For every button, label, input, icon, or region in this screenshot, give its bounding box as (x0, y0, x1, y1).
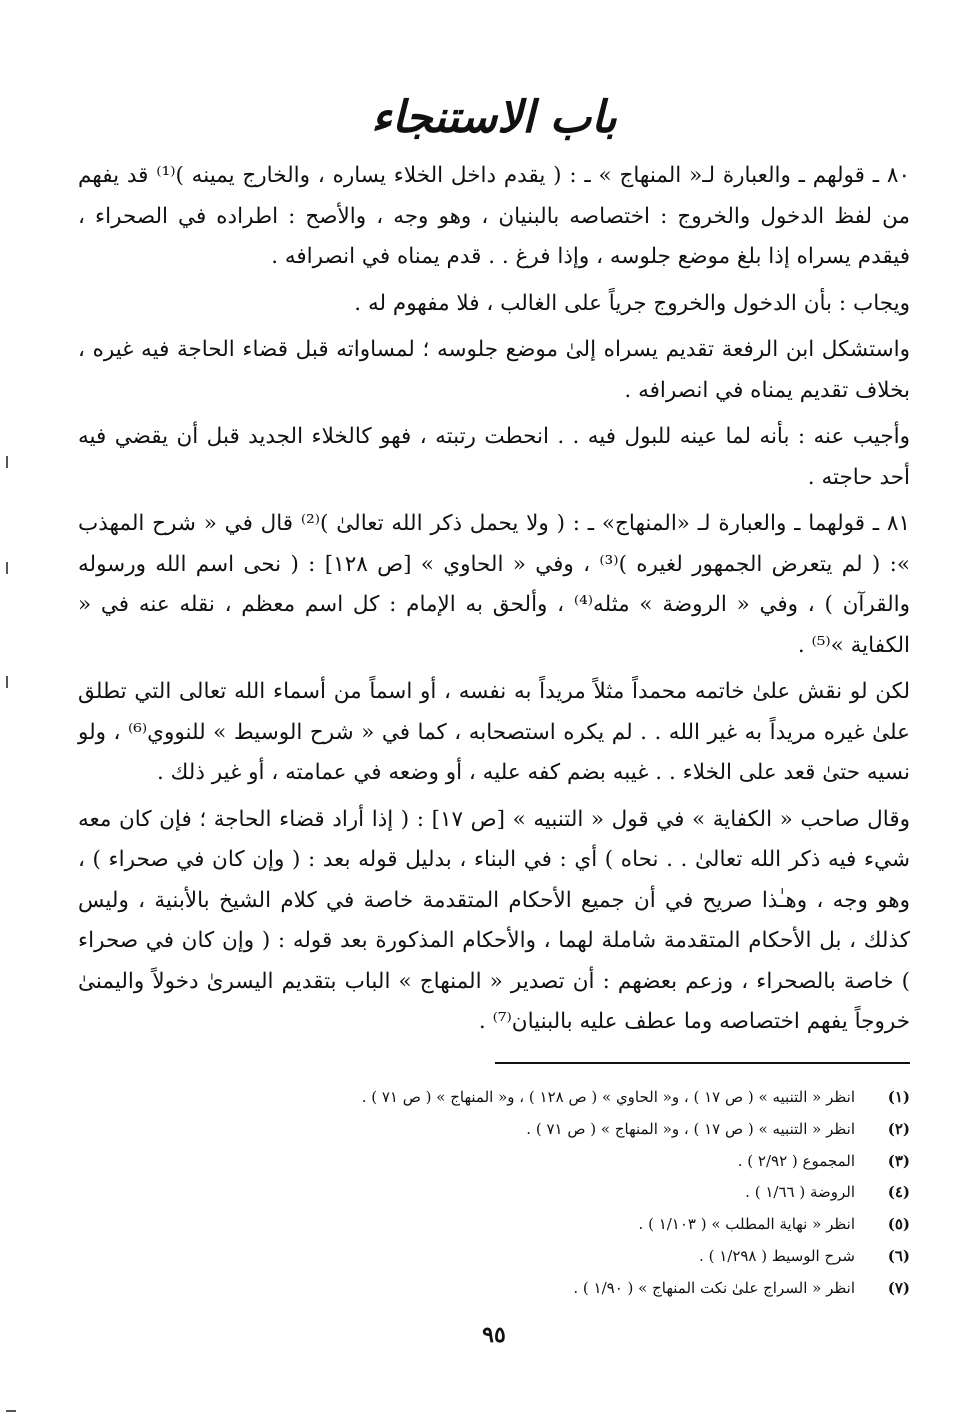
book-page (78, 0, 910, 1420)
footnote-separator (495, 1062, 910, 1064)
footnote-text: انظر « التنبيه » ( ص ١٧ ) ، و« الحاوي » ( ص ١٢٨ ) ، و« المنهاج » ( ص ٧١ ) . (361, 1088, 855, 1106)
footnote-text: شرح الوسيط ( ١/٢٩٨ ) . (699, 1246, 855, 1265)
footnote-number: (٤) (887, 1183, 910, 1202)
footnote (78, 1241, 910, 1273)
paragraph-reply: وأجيب عنه : بأنه لما عينه للبول فيه . . انحطت رتبته ، فهو كالخلاء الجديد قبل أن يقضي فيه أحد حاجته . (78, 424, 910, 490)
scan-margin-mark (6, 676, 8, 688)
footnote-number: (٥) (887, 1215, 910, 1234)
paragraph-81: ٨١ ـ قولهما ـ والعبارة لـ «المنهاج» ـ : ( ولا يحمل ذكر الله تعالىٰ )⁽²⁾ قال في « شرح المهذب »: ( لم يتعرض الجمهور لغيره )⁽³⁾ ، وفي « الحاوي » [ص ١٢٨] : ( نحى اسم الله ورسوله والقرآن ) ، وفي « الروضة » مثله⁽⁴⁾ ، وألحق به الإمام : كل اسم معظم ، نقله عنه في « الكفاية »⁽⁵⁾ . (78, 511, 911, 658)
footnote (78, 1209, 910, 1241)
footnote (78, 1082, 910, 1114)
main-text (78, 156, 910, 1049)
footnote-text: المجموع ( ٢/٩٢ ) . (737, 1151, 855, 1170)
paragraph-kifaya: وقال صاحب « الكفاية » في قول « التنبيه » [ص ١٧] : ( إذا أراد قضاء الحاجة ؛ فإن كان معه شيء فيه ذكر الله تعالىٰ . . نحاه ) أي : في البناء ، بدليل قوله بعد : ( وإن كان في صحراء ) ، وهو وجه ، وهـٰذا صريح في أن جميع الأحكام المتقدمة خاصة في كلام الشيخ بالأبنية ، وليس كذلك ، بل الأحكام المتقدمة شاملة لهما ، والأحكام المذكورة بعد قوله : ( وإن كان في صحراء ) خاصة بالصحراء ، وزعم بعضهم : أن تصدير « المنهاج » الباب بتقديم اليسرىٰ دخولاً واليمنىٰ خروجاً يفهم اختصاصه وما عطف عليه بالبنيان⁽⁷⁾ . (78, 806, 910, 1034)
footnotes (78, 1082, 910, 1305)
footnote-number: (١) (887, 1088, 910, 1106)
footnote (78, 1114, 910, 1146)
footnote (78, 1177, 910, 1209)
footnote-number: (٣) (887, 1151, 910, 1170)
footnote-text: انظر « نهاية المطلب » ( ١/١٠٣ ) . (638, 1215, 855, 1234)
page-number: ٩٥ (482, 1322, 506, 1348)
footnote-number: (٢) (887, 1119, 910, 1138)
footnote-number: (٧) (887, 1278, 910, 1297)
footnote-text: انظر « التنبيه » ( ص ١٧ ) ، و« المنهاج » ( ص ٧١ ) . (526, 1119, 855, 1138)
scan-corner-mark (6, 1410, 16, 1412)
footnote-text: انظر « السراج علىٰ نكت المنهاج » ( ١/٩٠ ) . (573, 1278, 855, 1297)
chapter-title: باب الاستنجاء (371, 92, 617, 143)
footnote-text: الروضة ( ١/٦٦ ) . (745, 1183, 855, 1202)
paragraph-objection: واستشكل ابن الرفعة تقديم يسراه إلىٰ موضع جلوسه ؛ لمساواته قبل قضاء الحاجة فيه غيره ، بخلاف تقديم يمناه في انصرافه . (78, 337, 910, 403)
scan-margin-mark (6, 562, 8, 574)
paragraph-answer: ويجاب : بأن الدخول والخروج جرياً على الغالب ، فلا مفهوم له . (354, 290, 910, 316)
paragraph-80: ٨٠ ـ قولهم ـ والعبارة لـ« المنهاج » ـ : ( يقدم داخل الخلاء يساره ، والخارج يمينه )⁽¹⁾ قد يفهم من لفظ الدخول والخروج : اختصاصه بالبنيان ، وهو وجه ، والأصح : اطراده في الصحراء ، فيقدم يسراه إذا بلغ موضع جلوسه ، وإذا فرغ . . قدم يمناه في انصرافه . (78, 163, 910, 269)
paragraph-engraving: لكن لو نقش علىٰ خاتمه محمداً مثلاً مريداً به نفسه ، أو اسماً من أسماء الله تعالى التي تطلق علىٰ غيره مريداً به غير الله . . لم يكره استصحابه ، كما في « شرح الوسيط » للنووي⁽⁶⁾ ، ولو نسيه حتىٰ قعد على الخلاء . . غيبه بضم كفه عليه ، أو وضعه في عمامته ، أو غير ذلك . (78, 679, 910, 785)
footnote-number: (٦) (887, 1246, 910, 1265)
scan-margin-mark (6, 456, 8, 468)
footnote (78, 1146, 910, 1178)
footnote (78, 1273, 910, 1305)
